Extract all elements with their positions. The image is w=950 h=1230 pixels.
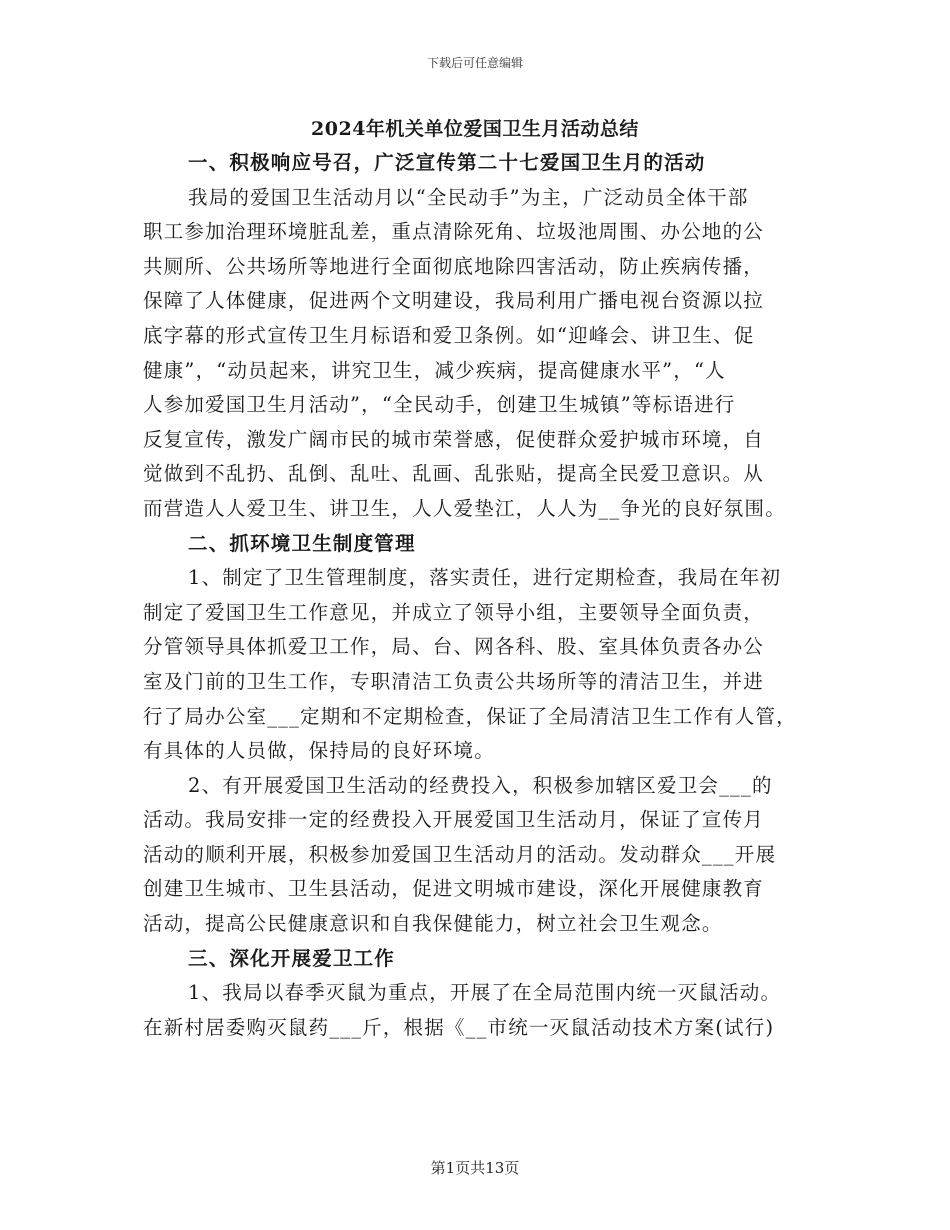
paragraph-line: 行了局办公室___定期和不定期检查，保证了全局清洁卫生工作有人管，: [143, 704, 797, 728]
document-title: 2024年机关单位爱国卫生月活动总结: [311, 118, 639, 140]
header-note: 下载后可任意编辑: [426, 56, 523, 70]
section-heading: 二、抓环境卫生制度管理: [188, 531, 416, 555]
paragraph-line: 活动，提高公民健康意识和自我保健能力，树立社会卫生观念。: [143, 912, 723, 936]
paragraph-line: 人参加爱国卫生月活动”，“全民动手，创建卫生城镇”等标语进行: [143, 393, 736, 417]
paragraph-line: 保障了人体健康，促进两个文明建设，我局利用广播电视台资源以拉: [143, 289, 765, 313]
paragraph-line: 有具体的人员做，保持局的良好环境。: [143, 739, 495, 763]
document-body: [143, 146, 813, 1045]
paragraph-line: 健康”，“动员起来，讲究卫生，减少疾病，提高健康水平”，“人: [143, 358, 726, 382]
paragraph-line: 底字幕的形式宣传卫生月标语和爱卫条例。如“迎峰会、讲卫生、促: [143, 323, 755, 347]
page-footer: 第1页共13页: [430, 1159, 520, 1177]
paragraph-line: 在新村居委购灭鼠药___斤，根据《__市统一灭鼠活动技术方案(试行): [143, 1015, 775, 1039]
paragraph-line: 室及门前的卫生工作，专职清洁工负责公共场所等的清洁卫生，并进: [143, 669, 765, 693]
paragraph-line: 分管领导具体抓爱卫工作，局、台、网各科、股、室具体负责各办公: [143, 635, 765, 659]
section-heading: 一、积极响应号召，广泛宣传第二十七爱国卫生月的活动: [188, 151, 706, 174]
paragraph-line: 我局的爱国卫生活动月以“全民动手”为主，广泛动员全体干部: [188, 185, 749, 209]
paragraph-line: 职工参加治理环境脏乱差，重点清除死角、垃圾池周围、办公地的公: [143, 220, 765, 244]
paragraph-line: 觉做到不乱扔、乱倒、乱吐、乱画、乱张贴，提高全民爱卫意识。从: [143, 462, 765, 486]
section-heading: 三、深化开展爱卫工作: [188, 946, 396, 970]
paragraph-line: 共厕所、公共场所等地进行全面彻底地除四害活动，防止疾病传播，: [143, 254, 765, 278]
paragraph-line: 1、我局以春季灭鼠为重点，开展了在全局范围内统一灭鼠活动。: [188, 981, 782, 1005]
paragraph-line: 活动的顺利开展，积极参加爱国卫生活动月的活动。发动群众___开展: [143, 842, 777, 866]
paragraph-line: 反复宣传，激发广阔市民的城市荣誉感，促使群众爱护城市环境，自: [143, 427, 765, 451]
paragraph-line: 而营造人人爱卫生、讲卫生，人人爱垫江，人人为__争光的良好氛围。: [143, 496, 786, 520]
paragraph-line: 2、有开展爱国卫生活动的经费投入，积极参加辖区爱卫会___的: [188, 773, 773, 797]
paragraph-line: 制定了爱国卫生工作意见，并成立了领导小组，主要领导全面负责，: [143, 600, 765, 624]
paragraph-line: 活动。我局安排一定的经费投入开展爱国卫生活动月，保证了宣传月: [143, 808, 765, 832]
paragraph-line: 1、制定了卫生管理制度，落实责任，进行定期检查，我局在年初: [188, 566, 782, 590]
paragraph-line: 创建卫生城市、卫生县活动，促进文明城市建设，深化开展健康教育: [143, 877, 765, 901]
